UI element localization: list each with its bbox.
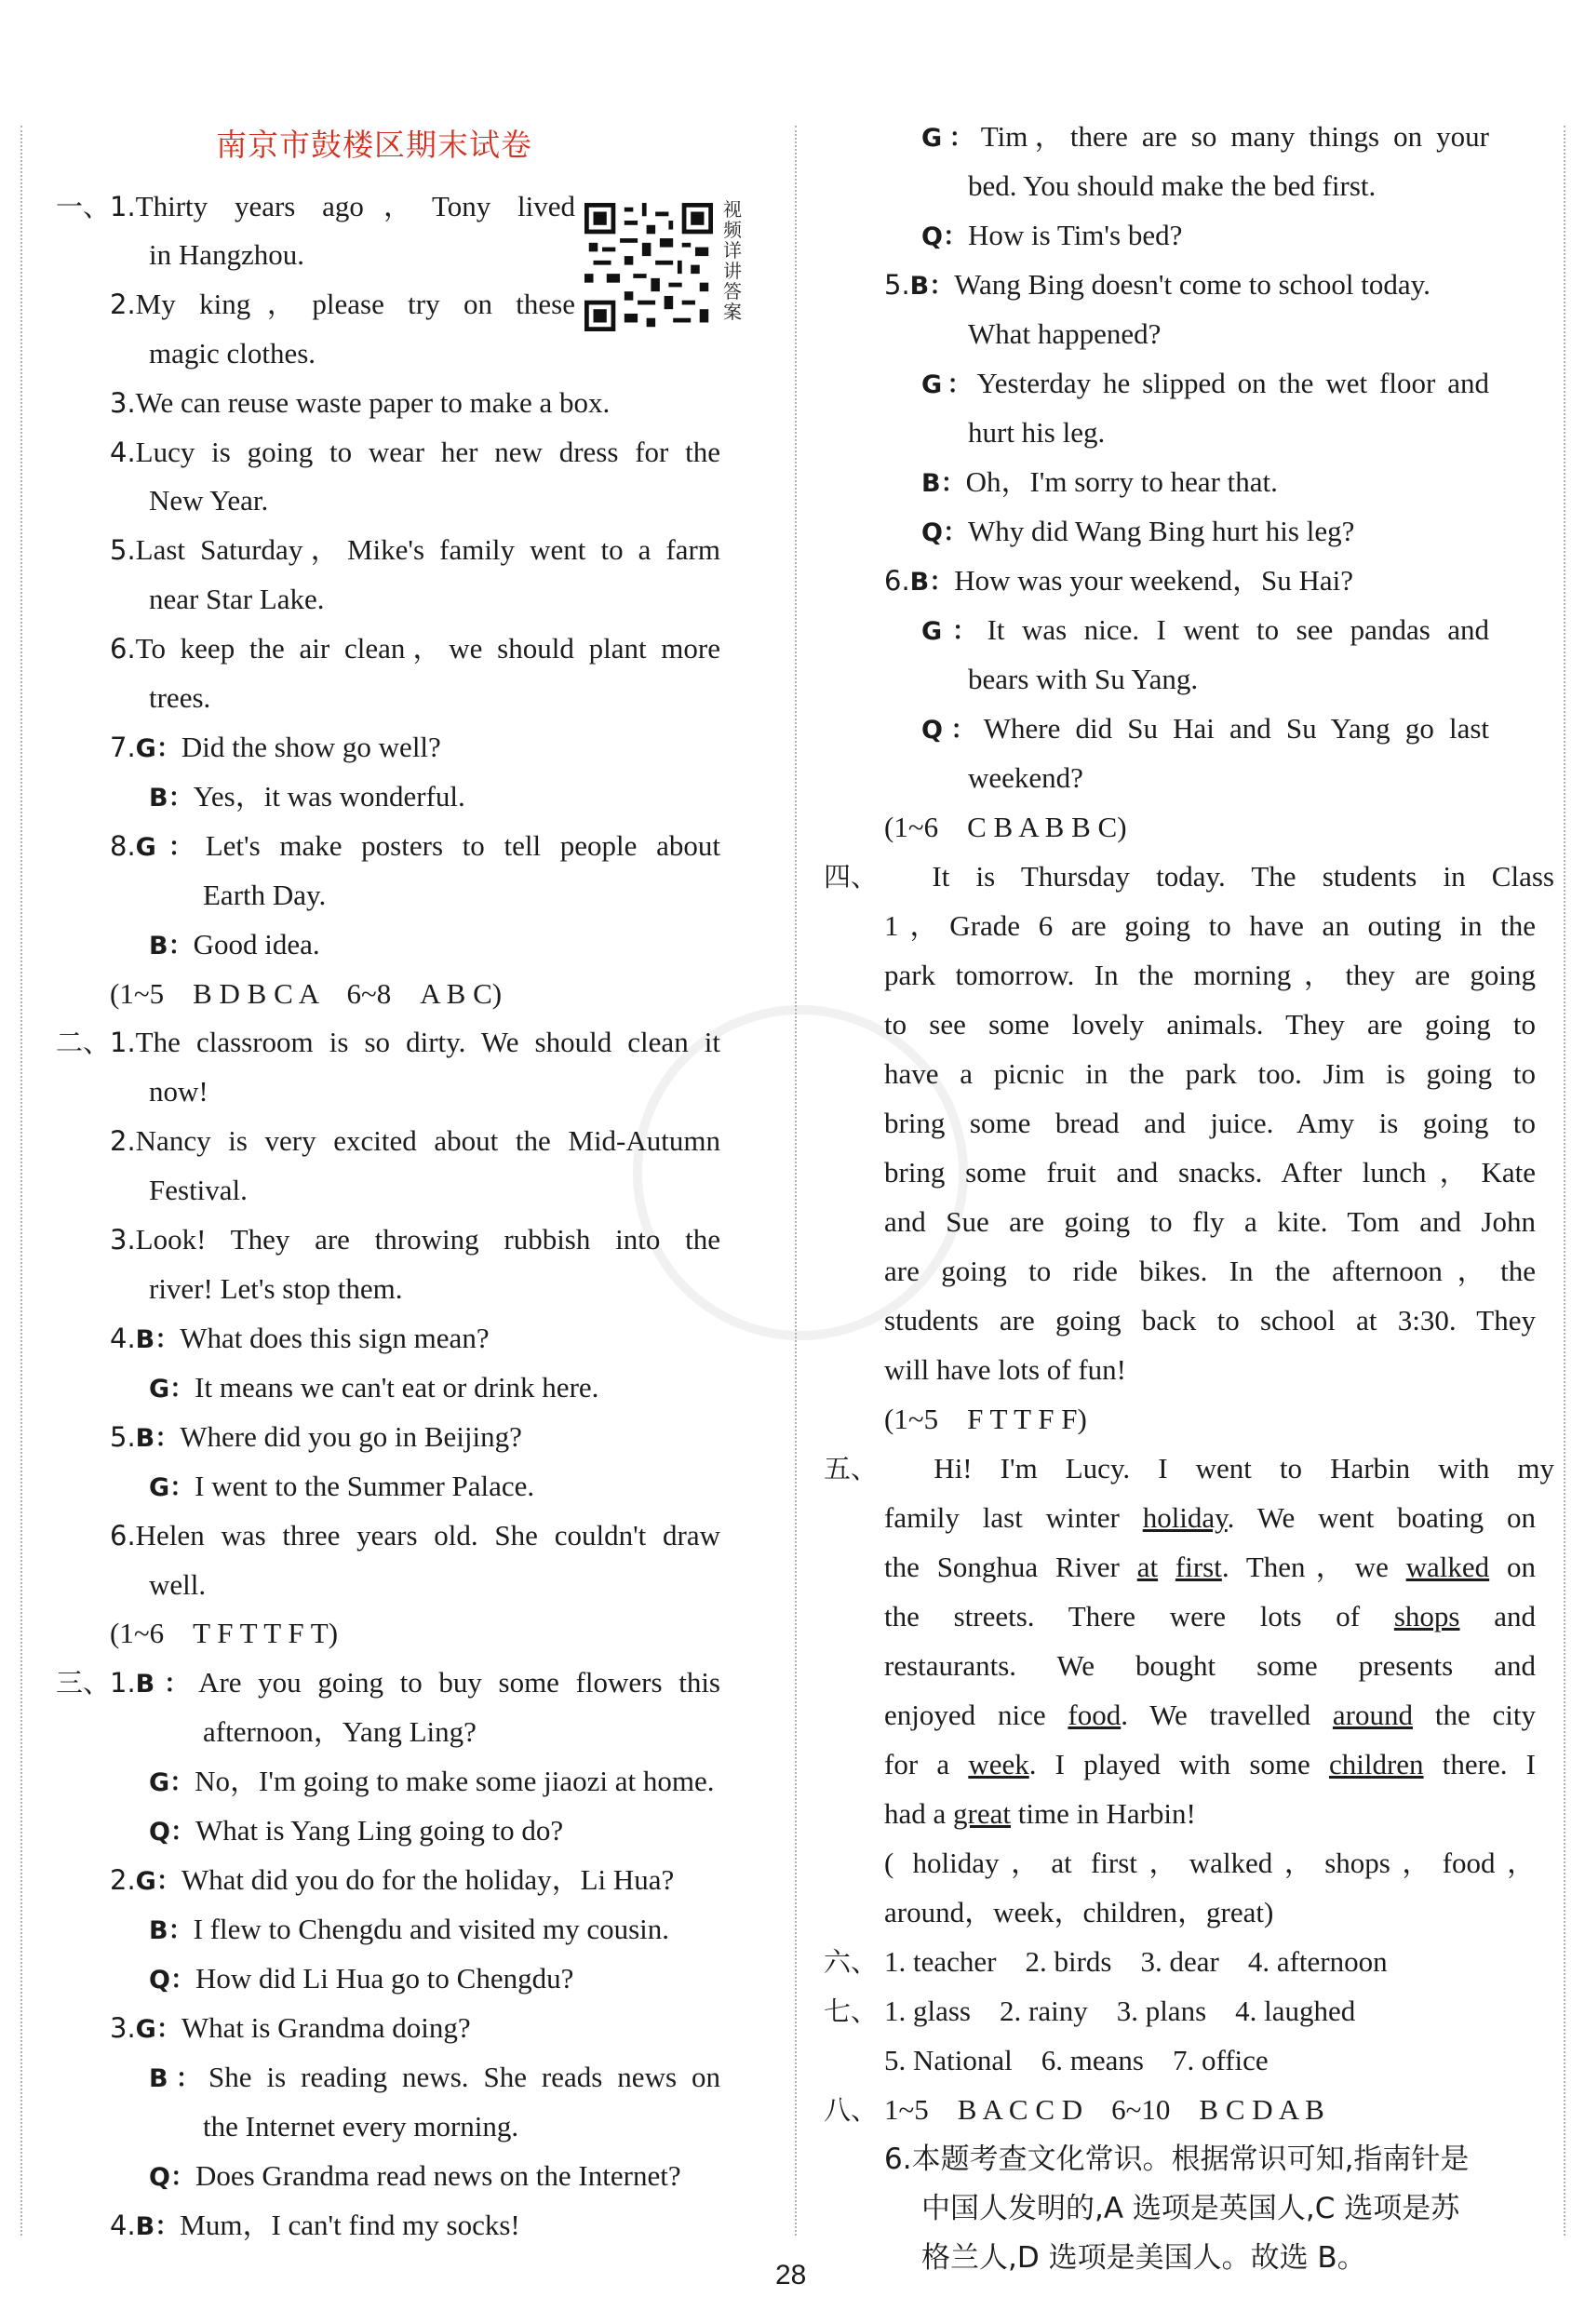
- speaker-label: G：: [149, 1473, 195, 1502]
- text-line: [110, 1861, 674, 1901]
- text-line: [884, 2141, 1469, 2178]
- item-number: 6.: [110, 633, 136, 665]
- section-number: 八、: [824, 2094, 879, 2126]
- text-line: [968, 661, 1198, 698]
- text-line: [149, 1960, 573, 1999]
- text-line: [884, 809, 1127, 846]
- text-line: [884, 266, 1431, 305]
- answer-blank: food: [1068, 1699, 1122, 1731]
- section-number: 七、: [824, 1995, 879, 2027]
- text-line: [203, 2108, 518, 2145]
- line-text: Earth Day.: [203, 879, 327, 911]
- text-line: [884, 1746, 1536, 1783]
- line-text: well.: [149, 1568, 207, 1601]
- speaker-label: Q：: [149, 2163, 195, 2192]
- text-line: [921, 2190, 1459, 2227]
- line-text: bring some bread and juice. Amy is going to: [884, 1107, 1536, 1139]
- text-line: [149, 482, 268, 519]
- line-text: Yes，it was wonderful.: [193, 780, 465, 813]
- text-line: [884, 1647, 1536, 1685]
- line-text: the streets. There were lots of shops and: [884, 1600, 1536, 1632]
- line-text: near Star Lake.: [149, 583, 325, 615]
- text-line: [884, 1055, 1536, 1093]
- line-text: bed. You should make the bed first.: [968, 169, 1377, 202]
- speaker-label: B：: [149, 2064, 209, 2093]
- line-text: What is Yang Ling going to do?: [195, 1814, 564, 1847]
- line-text: hurt his leg.: [968, 416, 1106, 449]
- line-text: How was your weekend，Su Hai?: [954, 564, 1353, 597]
- text-line: [149, 1270, 402, 1308]
- explanation-text: 格兰人,D 选项是美国人。故选 B。: [921, 2241, 1366, 2275]
- text-line: [203, 1713, 477, 1751]
- line-text: Where did Su Hai and Su Yang go last: [983, 712, 1490, 745]
- text-line: [921, 463, 1278, 503]
- line-text: river! Let's stop them.: [149, 1272, 403, 1305]
- item-number: 3.: [110, 387, 136, 419]
- speaker-label: G：: [921, 370, 977, 399]
- text-line: [110, 2009, 471, 2049]
- line-text: Let's make posters to tell people about: [205, 829, 720, 862]
- line-text: Look! They are throwing rubbish into the: [135, 1223, 720, 1256]
- line-text: had a great time in Harbin!: [884, 1797, 1196, 1830]
- line-text: Tim，there are so many things on your: [980, 120, 1489, 153]
- line-text: 1. teacher 2. birds 3. dear 4. afternoon: [884, 1945, 1388, 1978]
- text-line: [884, 1598, 1536, 1635]
- text-line: [884, 858, 1554, 895]
- text-line: [921, 2239, 1366, 2277]
- line-text: We can reuse waste paper to make a box.: [135, 386, 611, 419]
- qr-code-icon[interactable]: [584, 203, 713, 331]
- speaker-label: G：: [149, 1768, 195, 1797]
- text-line: [110, 1418, 522, 1458]
- text-line: [884, 1697, 1536, 1734]
- text-line: [884, 1450, 1554, 1487]
- explanation-text: 6.本题考查文化常识。根据常识可知,指南针是: [884, 2143, 1470, 2176]
- item-number: 1.: [110, 191, 136, 222]
- text-line: [110, 729, 441, 768]
- text-line: [110, 630, 720, 667]
- line-text: My king，please try on these: [135, 288, 575, 320]
- text-line: [149, 1468, 534, 1507]
- qr-label: 视频详讲答案: [723, 198, 742, 323]
- section-number: 一、: [56, 191, 111, 222]
- line-text: Last Saturday，Mike's family went to a farm: [135, 533, 720, 566]
- text-line: [110, 1221, 720, 1258]
- text-line: [921, 710, 1489, 749]
- line-text: park tomorrow. In the morning，they are going: [884, 959, 1536, 991]
- speaker-label: G：: [135, 1867, 181, 1896]
- text-line: [149, 236, 304, 274]
- text-line: [149, 679, 210, 717]
- text-line: [110, 434, 720, 471]
- line-text: No，I'm going to make some jiaozi at home.: [195, 1765, 715, 1797]
- speaker-label: B：: [135, 1424, 181, 1453]
- line-text: in Hangzhou.: [149, 238, 305, 271]
- line-text: She is reading news. She reads news on: [208, 2061, 720, 2093]
- text-line: [110, 286, 575, 323]
- text-line: [149, 1812, 563, 1851]
- speaker-label: B：: [149, 784, 194, 813]
- line-text: Helen was three years old. She couldn't draw: [135, 1519, 720, 1552]
- text-line: [149, 1911, 669, 1950]
- line-text: restaurants. We bought some presents and: [884, 1649, 1536, 1682]
- line-text: weekend?: [968, 761, 1083, 794]
- line-text: Good idea.: [193, 928, 320, 960]
- text-line: [110, 1517, 720, 1554]
- line-text: to see some lovely animals. They are going to: [884, 1008, 1536, 1041]
- speaker-label: G：: [921, 617, 987, 646]
- speaker-label: G：: [921, 124, 981, 153]
- answer-blank: shops: [1393, 1600, 1460, 1632]
- line-text: the Songhua River at first. Then，we walked on: [884, 1551, 1537, 1583]
- line-text: 5. National 6. means 7. office: [884, 2044, 1269, 2076]
- section-number: 四、: [824, 861, 879, 893]
- line-text: 1~5 B A C C D 6~10 B C D A B: [884, 2093, 1324, 2126]
- text-line: [110, 531, 720, 569]
- text-line: [884, 1203, 1536, 1241]
- section-number: 五、: [824, 1453, 879, 1484]
- answer-blank: holiday: [1142, 1501, 1228, 1534]
- item-number: 2.: [110, 1864, 136, 1896]
- text-line: [110, 1122, 720, 1160]
- line-text: Mum，I can't find my socks!: [180, 2209, 520, 2241]
- item-number: 1.: [110, 1667, 136, 1699]
- line-text: (1~6 T F T T F T): [110, 1617, 339, 1649]
- line-text: ( holiday，at first，walked，shops，food，: [884, 1847, 1536, 1879]
- line-text: bring some fruit and snacks. After lunch，Kate: [884, 1156, 1536, 1189]
- text-line: [884, 1302, 1536, 1339]
- item-number: 7.: [110, 732, 136, 763]
- speaker-label: Q：: [921, 716, 984, 745]
- page-title: 南京市鼓楼区期末试卷: [216, 127, 532, 163]
- text-line: [884, 1993, 1355, 2030]
- text-line: [968, 168, 1376, 205]
- line-text: How did Li Hua go to Chengdu?: [195, 1962, 574, 1995]
- text-line: [203, 877, 326, 914]
- item-number: 5.: [884, 269, 910, 301]
- text-line: [110, 1664, 720, 1703]
- line-text: Hi! I'm Lucy. I went to Harbin with my: [884, 1452, 1554, 1484]
- left-margin-rule: [20, 126, 22, 2236]
- line-text: family last winter holiday. We went boating on: [884, 1501, 1536, 1534]
- line-text: enjoyed nice food. We travelled around the city: [884, 1699, 1537, 1731]
- text-line: [884, 2091, 1324, 2129]
- text-line: [884, 1795, 1196, 1833]
- item-number: 6.: [884, 565, 910, 597]
- item-number: 2.: [110, 1125, 136, 1157]
- line-text: How is Tim's bed?: [967, 219, 1183, 251]
- text-line: [884, 957, 1536, 994]
- line-text: will have lots of fun!: [884, 1353, 1127, 1386]
- line-text: The classroom is so dirty. We should clean it: [135, 1026, 720, 1058]
- line-text: students are going back to school at 3:30. They: [884, 1304, 1536, 1337]
- line-text: Did the show go well?: [181, 731, 441, 763]
- answer-blank: at: [1136, 1551, 1159, 1583]
- line-text: Festival.: [149, 1174, 248, 1206]
- text-line: [149, 778, 465, 817]
- speaker-label: Q：: [149, 1966, 195, 1995]
- text-line: [884, 1351, 1126, 1389]
- item-number: 4.: [110, 1323, 136, 1354]
- text-line: [110, 1024, 720, 1061]
- line-text: 1. glass 2. rainy 3. plans 4. laughed: [884, 1995, 1356, 2027]
- line-text: Where did you go in Beijing?: [180, 1420, 522, 1453]
- line-text: What is Grandma doing?: [181, 2011, 471, 2044]
- text-line: [884, 1401, 1087, 1438]
- line-text: Oh，I'm sorry to hear that.: [965, 465, 1278, 498]
- line-text: It was nice. I went to see pandas and: [987, 613, 1489, 646]
- text-line: [149, 2059, 720, 2098]
- text-line: [110, 827, 720, 866]
- text-line: [921, 118, 1489, 157]
- line-text: It is Thursday today. The students in Class: [884, 860, 1554, 893]
- line-text: for a week. I played with some children there. I: [884, 1748, 1536, 1780]
- speaker-label: Q：: [149, 1818, 195, 1847]
- speaker-label: G：: [135, 734, 181, 763]
- text-line: [921, 365, 1489, 404]
- item-number: 4.: [110, 2210, 136, 2241]
- line-text: Nancy is very excited about the Mid-Autumn: [135, 1124, 720, 1157]
- speaker-label: B：: [909, 568, 955, 597]
- speaker-label: B：: [135, 1325, 181, 1354]
- line-text: (1~5 B D B C A 6~8 A B C): [110, 977, 503, 1010]
- speaker-label: Q：: [921, 222, 968, 251]
- line-text: (1~6 C B A B B C): [884, 811, 1127, 843]
- text-line: [921, 513, 1354, 552]
- line-text: and Sue are going to fly a kite. Tom and John: [884, 1205, 1536, 1238]
- item-number: 8.: [110, 830, 136, 862]
- speaker-label: B：: [149, 1916, 194, 1945]
- text-line: [884, 1105, 1536, 1142]
- line-text: the Internet every morning.: [203, 2110, 519, 2143]
- text-line: [110, 975, 502, 1013]
- section-number: 六、: [824, 1946, 879, 1978]
- line-text: 1，Grade 6 are going to have an outing in the: [884, 909, 1536, 942]
- speaker-label: B：: [135, 1670, 199, 1699]
- answer-blank: walked: [1405, 1551, 1490, 1583]
- line-text: What happened?: [968, 317, 1162, 350]
- speaker-label: B：: [149, 932, 194, 960]
- text-line: [968, 414, 1105, 451]
- text-line: [884, 1253, 1536, 1290]
- speaker-label: G：: [149, 1375, 195, 1404]
- line-text: It means we can't eat or drink here.: [195, 1371, 599, 1404]
- line-text: magic clothes.: [149, 337, 316, 369]
- text-line: [110, 384, 610, 422]
- line-text: Thirty years ago，Tony lived: [135, 190, 575, 222]
- text-line: [149, 926, 320, 965]
- line-text: What does this sign mean?: [180, 1322, 490, 1354]
- item-number: 3.: [110, 2012, 136, 2044]
- text-line: [149, 581, 324, 618]
- speaker-label: B：: [909, 272, 955, 301]
- line-text: trees.: [149, 681, 211, 714]
- line-text: Does Grandma read news on the Internet?: [195, 2159, 681, 2192]
- answer-blank: great: [953, 1797, 1011, 1830]
- text-line: [149, 1369, 598, 1408]
- text-line: [884, 1549, 1536, 1586]
- line-text: have a picnic in the park too. Jim is going to: [884, 1057, 1536, 1090]
- line-text: New Year.: [149, 484, 269, 517]
- item-number: 3.: [110, 1224, 136, 1256]
- text-line: [884, 562, 1353, 601]
- line-text: I went to the Summer Palace.: [195, 1470, 535, 1502]
- item-number: 6.: [110, 1520, 136, 1552]
- text-line: [968, 759, 1083, 797]
- item-number: 2.: [110, 289, 136, 320]
- answer-blank: first: [1175, 1551, 1222, 1583]
- item-number: 5.: [110, 534, 136, 566]
- item-number: 4.: [110, 437, 136, 468]
- text-line: [921, 611, 1489, 651]
- text-line: [110, 188, 575, 225]
- line-text: around，week，children，great): [884, 1896, 1274, 1928]
- text-line: [149, 1172, 248, 1209]
- page-number: 28: [775, 2260, 807, 2290]
- text-line: [884, 1154, 1536, 1191]
- line-text: (1~5 F T T F F): [884, 1403, 1087, 1435]
- line-text: To keep the air clean，we should plant more: [135, 632, 720, 665]
- line-text: now!: [149, 1075, 208, 1108]
- line-text: are going to ride bikes. In the afternoon，the: [884, 1255, 1536, 1287]
- speaker-label: B：: [135, 2212, 181, 2241]
- text-line: [921, 217, 1182, 256]
- line-text: Are you going to buy some flowers this: [198, 1666, 720, 1699]
- line-text: bears with Su Yang.: [968, 663, 1199, 695]
- section-number: 三、: [56, 1667, 111, 1699]
- answer-blank: week: [968, 1748, 1029, 1780]
- line-text: Why did Wang Bing hurt his leg?: [967, 515, 1355, 547]
- text-line: [149, 1566, 206, 1604]
- text-line: [110, 1320, 490, 1359]
- speaker-label: G：: [135, 2015, 181, 2044]
- line-text: Wang Bing doesn't come to school today.: [954, 268, 1431, 301]
- text-line: [884, 2042, 1269, 2079]
- speaker-label: Q：: [921, 518, 968, 547]
- line-text: Lucy is going to wear her new dress for the: [135, 436, 720, 468]
- item-number: 1.: [110, 1027, 136, 1058]
- line-text: What did you do for the holiday，Li Hua?: [181, 1863, 675, 1896]
- line-text: I flew to Chengdu and visited my cousin.: [193, 1913, 670, 1945]
- text-line: [149, 335, 316, 372]
- line-text: Yesterday he slipped on the wet floor and: [976, 367, 1489, 399]
- text-line: [110, 1615, 338, 1652]
- text-line: [884, 1006, 1536, 1043]
- text-line: [110, 2207, 520, 2246]
- answer-blank: children: [1328, 1748, 1424, 1780]
- text-line: [149, 2157, 681, 2196]
- text-line: [968, 316, 1161, 353]
- text-line: [149, 1763, 714, 1802]
- speaker-label: B：: [921, 469, 966, 498]
- text-line: [884, 907, 1536, 945]
- text-line: [884, 1499, 1536, 1537]
- text-line: [884, 1894, 1273, 1931]
- text-line: [149, 1073, 208, 1110]
- section-number: 二、: [56, 1027, 111, 1058]
- right-margin-rule: [1564, 126, 1565, 2236]
- item-number: 5.: [110, 1421, 136, 1453]
- text-line: [884, 1943, 1388, 1981]
- explanation-text: 中国人发明的,A 选项是英国人,C 选项是苏: [921, 2192, 1460, 2225]
- line-text: afternoon，Yang Ling?: [203, 1715, 477, 1748]
- speaker-label: G：: [135, 833, 206, 862]
- answer-blank: around: [1332, 1699, 1413, 1731]
- text-line: [884, 1845, 1536, 1882]
